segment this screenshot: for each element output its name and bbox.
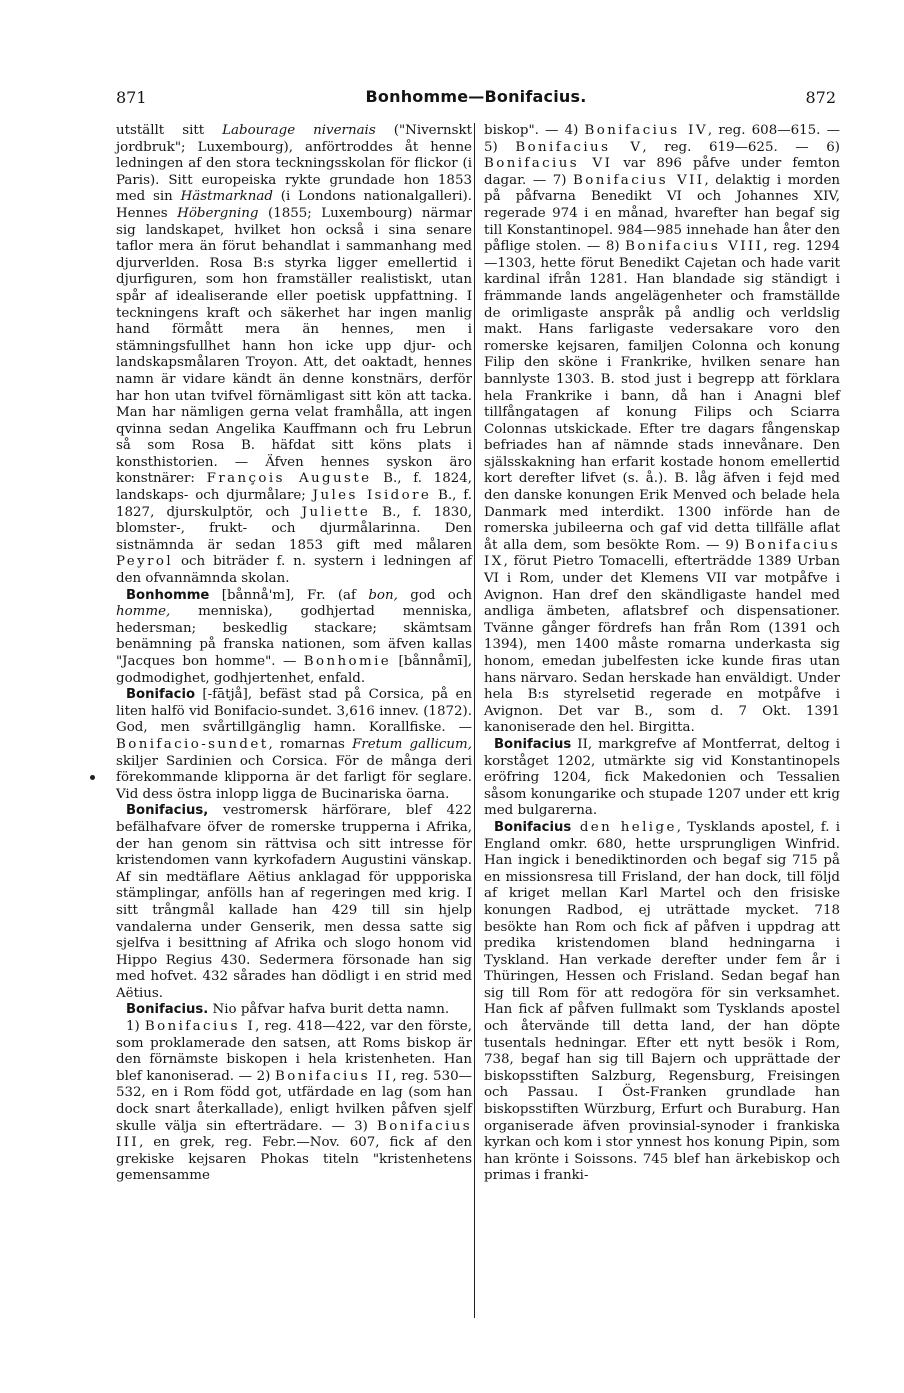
running-title: Bonhomme—Bonifacius. <box>365 87 587 106</box>
entry-bonhomme: Bonhomme [bånnå'm], Fr. (af bon, god och homme, menniska), godhjertad menniska, hedersman; beskedlig stackare; skämtsam benämning på franska nationen, som äfven kallas "Jacques bon homme". — Bonhomie [bånnåmī], godmodighet, godhjertenhet, enfald. <box>116 587 472 686</box>
entry-bonifacio: Bonifacio [-fātjå], befäst stad på Corsica, på en liten halfö vid Bonifacio-sundet. 3,616 innev. (1872). God, men svårtillgänglig hamn. Korallfiske. — Bonifacio-sundet, romarnas Fretum gallicum, skiljer Sardinien och Corsica. För de många deri förekommande klipporna är det farligt för seglare. Vid dess östra inlopp ligga de Bucinariska öarna. <box>116 687 472 802</box>
entry-headword: Bonhomme <box>126 587 210 603</box>
popes-list: 1) Bonifacius I, reg. 418—422, var den förste, som proklamerade den satsen, att Roms biskop är den förnämste biskopen i hela kristenheten. Han blef kanoniserad. — 2) Bonifacius II, reg. 530—532, en i Rom född got, utfärdade en lag (som han dock snart återkallade), enligt hvilken påfven sjelf skulle välja sin efterträdare. — 3) Bonifacius III, en grek, reg. Febr.—Nov. 607, fick af den grekiske kejsaren Phokas titeln "kristenhetens gemensamme <box>116 1019 472 1184</box>
right-column <box>484 123 840 1185</box>
entry-headword: Bonifacius <box>494 819 572 835</box>
entry-bonifacius-general: Bonifacius, vestromersk härförare, blef 422 befälhafvare öfver de romerske trupperna i Afrika, der han genom sin rättvisa och sitt intresse för kristendomen vann kyrkofadern Augustini vänskap. Af sin medtäflare Aëtius anklagad för uppроriska stämplingar, anfölls han af regeringen med krig. I sitt trångmål kallade han 429 till sin hjelp vandalerna under Genserik, men dessa satte sig sjelfva i besittning af Afrika och slogo honom vid Hippo Regius 430. Sedermera försonade han sig med hofvet. 432 sårades han dödligt i en strid med Aëtius. <box>116 803 472 1001</box>
margin-mark <box>90 775 95 780</box>
left-column <box>116 123 472 1185</box>
entry-bonifacius-saint: Bonifacius den helige, Tysklands apostel, f. i England omkr. 680, hette ursprungligen Winfrid. Han ingick i benediktinorden och begaf sig 715 på en missionsresa till Frisland, der han dock, till följd af kriget mellan Karl Martel och den frisiske konungen Radbod, ej uträttade mycket. 718 besökte han Rom och fick af påfven i uppdrag att predika kristendomen bland hedningarna i Tyskland. Han verkade derefter under fem år i Thüringen, Hessen och Frisland. Sedan begaf han sig till Rom för att redogöra för sin verksamhet. Han fick af påfven fullmakt som Tysklands apostel och återvände till detta land, der han döpte tusentals hedningar. Efter ett nytt besök i Rom, 738, begaf han sig till Bajern och upprättade der biskopsstiften Salzburg, Regensburg, Freisingen och Passau. I Öst-Franken grundlade han biskopsstiften Würzburg, Erfurt och Buraburg. Han organiserade äfven provinsial-synoder i frankiska kyrkan och kom i stor ynnest hos konung Pipin, som han krönte i Soissons. 745 blef han ärkebiskop och primas i franki- <box>484 819 840 1184</box>
popes-list-continuation: biskop". — 4) Bonifacius IV, reg. 608—615. — 5) Bonifacius V, reg. 619—625. — 6) Bonifacius VI var 896 påfve under femton dagar. — 7) Bonifacius VII, delaktig i morden på påfvarna Benedikt VI och Johannes XIV, regerade 974 i en månad, hvarefter han begaf sig till Konstantinopel. 984—985 innehade han åter den påflige stolen. — 8) Bonifacius VIII, reg. 1294—1303, hette förut Benedikt Cajetan och hade varit kardinal ifrån 1281. Han blandade sig ständigt i främmande lands angelägenheter och framställde de orimligaste anspråk på andlig och verldslig makt. Hans farligaste vedersakare voro den romerske kejsaren, familjen Colonna och konung Filip den sköne i Frankrike, hvilken senare han bannlyste 1303. B. stod just i begrepp att förklara hela Frankrike i bann, då han i Anagni blef tillfångatagen af konung Filips och Sciarra Colonnas utskickade. Efter tre dagars fångenskap befriades han af nämnde stads innevånare. Den själsskakning han erfarit kostade honom emellertid kort derefter lifvet (s. å.). B. låg äfven i fejd med den danske konungen Erik Menved och belade hela Danmark med interdikt. 1300 införde han de romerska jubileerna och gaf vid detta tillfälle aflat åt alla dem, som besökte Rom. — 9) Bonifacius IX, förut Pietro Tomacelli, efterträdde 1389 Urban VI i Rom, under det Klemens VII var motpåfve i Avignon. Han dref den skändligaste handel med andliga ämbeten, aflatsbref och dispensationer. Tvänne gånger fördrefs han från Rom (1391 och 1394), men 1400 måste romarna underkasta sig honom, emedan jubelfesten icke kunde firas utan hans närvaro. Sedan herskade han enväldigt. Under hela B:s styrelsetid regerade en motpåfve i Avignon. Det var B., som d. 7 Okt. 1391 kanoniserade den hel. Birgitta. <box>484 123 841 736</box>
page-number-right: 872 <box>805 88 836 107</box>
entry-headword: Bonifacius, <box>126 803 209 819</box>
entry-headword: Bonifacio <box>126 687 196 703</box>
column-divider <box>474 123 475 1318</box>
entry-headword: Bonifacius. <box>126 1002 209 1018</box>
rosa-bonheur-continuation: utställt sitt Labourage nivernais ("Nivernskt jordbruk"; Luxembourg), anförtroddes åt henne ledningen af den stora teckningsskolan för flickor (i Paris). Sitt europeiska rykte grundade hon 1853 med sin Hästmarknad (i Londons nationalgalleri). Hennes Höbergning (1855; Luxembourg) närmar sig landskapet, hvilket hon också i sina senare taflor mera än förut behandlat i sammanhang med djurverlden. Rosa B:s styrka ligger emellertid i djurfiguren, som hon framställer realistiskt, utan spår af idealiserande eller poetisk uppfattning. I teckningens kraft och säkerhet har ingen manlig hand förmått mera än hennes, men i stämningsfullhet hann hon icke upp djur- och landskapsmålaren Troyon. Att, det oaktadt, hennes namn är vidare kändt än denne konstnärs, derför har hon utan tvifvel förnämligast sitt kön att tacka. Man har nämligen gerna velat framhålla, att ingen qvinna sedan Angelika Kauffmann och fru Lebrun så som Rosa B. häfdat sitt köns plats i konsthistorien. — Äfven hennes syskon äro konstnärer: François Auguste B., f. 1824, landskaps- och djurmålare; Jules Isidore B., f. 1827, djurskulptör, och Juliette B., f. 1830, blomster-, frukt- och djurmålarinna. Den sistnämnda är sedan 1853 gift med målaren Peyrol och biträder f. n. systern i ledningen af den ofvannämnda skolan. <box>116 123 473 587</box>
entry-bonifacius-montferrat: Bonifacius II, markgrefve af Montferrat, deltog i korståget 1202, utmärkte sig vid Konstantinopels eröfring 1204, fick Makedonien och Tessalien såsom konungarike och stupade 1207 under ett krig med bulgarerna. <box>484 736 841 819</box>
page-header <box>116 88 836 112</box>
entry-bonifacius-popes: Bonifacius. Nio påfvar hafva burit detta namn. <box>126 1002 450 1018</box>
page-number-left: 871 <box>116 88 147 107</box>
entry-headword: Bonifacius <box>494 736 572 752</box>
